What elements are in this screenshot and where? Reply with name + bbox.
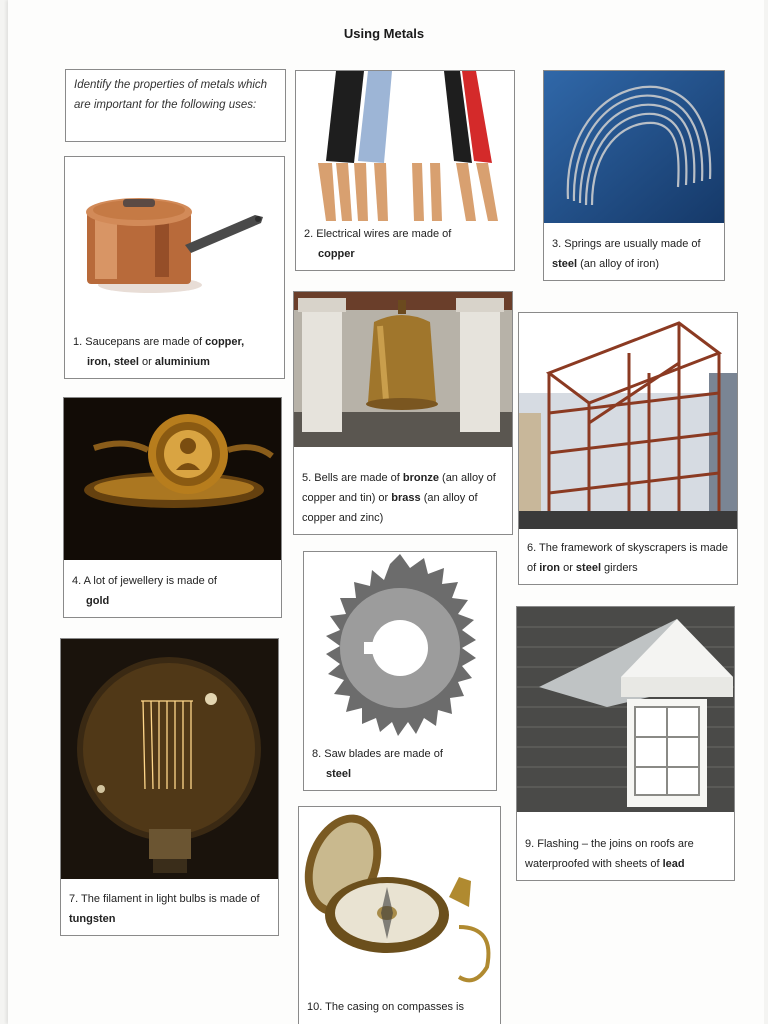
light-bulb-icon: [61, 639, 278, 879]
intro-text: Identify the properties of metals which are important for the following uses:: [74, 79, 268, 111]
caption-jewellery: 4. A lot of jewellery is made of gold: [72, 575, 217, 607]
card-wires: [295, 70, 515, 271]
card-bell: [293, 291, 513, 535]
caption-wires: 2. Electrical wires are made of copper: [304, 228, 452, 260]
card-skyscraper: [518, 312, 738, 585]
saw-blade-icon: [304, 552, 496, 744]
card-jewellery: [63, 397, 282, 618]
card-spring: [543, 70, 725, 281]
card-saucepan: [64, 156, 285, 379]
page-title: Using Metals: [343, 26, 425, 41]
caption-skyscraper: 6. The framework of skyscrapers is made of iron or steel girders: [527, 542, 728, 574]
saucepan-icon: [65, 157, 284, 319]
caption-compass: 10. The casing on compasses is: [307, 1001, 464, 1013]
bronze-bell-icon: [294, 292, 512, 447]
electrical-wires-icon: [296, 71, 514, 223]
caption-bell: 5. Bells are made of bronze (an alloy of copper and tin) or brass (an alloy of copper and zinc): [302, 472, 496, 524]
caption-bulb: 7. The filament in light bulbs is made of tungsten: [69, 893, 260, 925]
caption-roof: 9. Flashing – the joins on roofs are waterproofed with sheets of lead: [525, 838, 694, 870]
spring-icon: [544, 71, 724, 223]
card-roof: [516, 606, 735, 881]
gold-ring-icon: [64, 398, 281, 560]
intro-box: [65, 69, 286, 142]
card-compass: [298, 806, 501, 1024]
roof-flashing-icon: [517, 607, 734, 812]
compass-icon: [299, 807, 500, 987]
caption-saucepan: 1. Saucepans are made of copper, iron, steel or aluminium: [73, 336, 245, 368]
steel-frame-icon: [519, 313, 737, 529]
caption-spring: 3. Springs are usually made of steel (an alloy of iron): [552, 238, 701, 270]
card-sawblade: [303, 551, 497, 791]
caption-sawblade: 8. Saw blades are made of steel: [312, 748, 443, 780]
card-bulb: [60, 638, 279, 936]
